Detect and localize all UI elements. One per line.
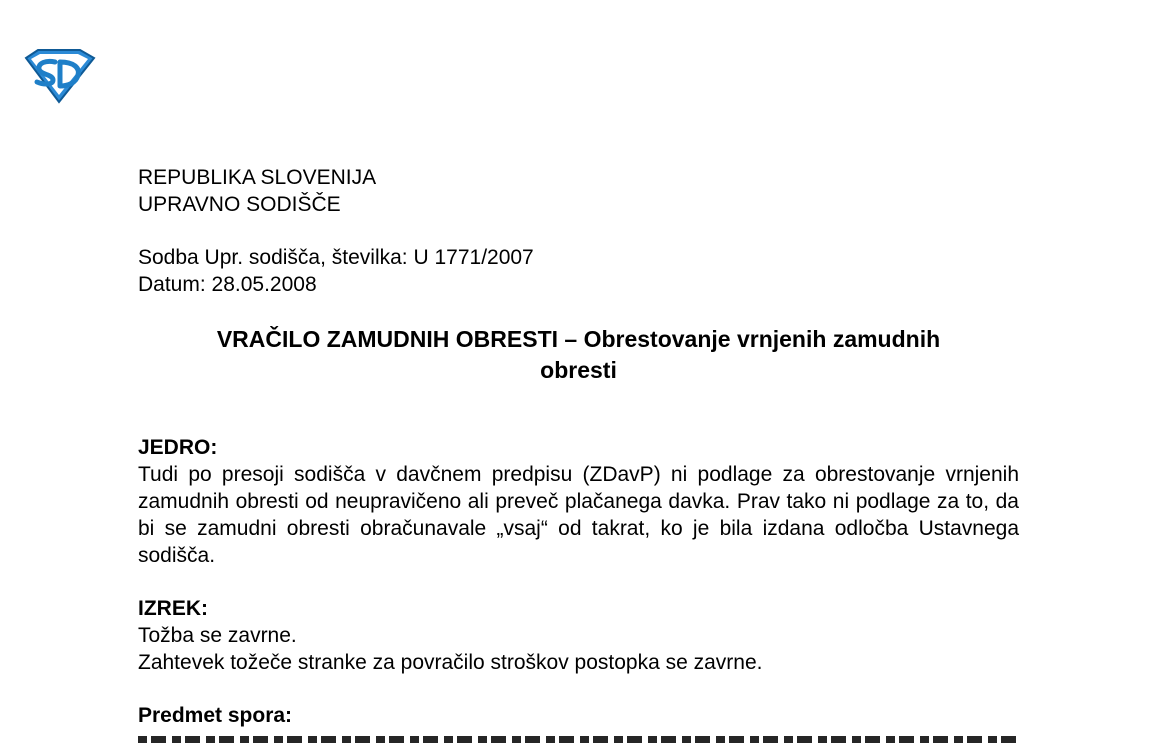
izrek-line-2: Zahtevek tožeče stranke za povračilo stroškov postopka se zavrne. <box>138 651 763 674</box>
document-title <box>138 324 1019 386</box>
case-number: Sodba Upr. sodišča, številka: U 1771/2007 <box>138 246 534 269</box>
court-name: UPRAVNO SODIŠČE <box>138 193 341 216</box>
truncated-text-line <box>138 736 1019 743</box>
jedro-heading: JEDRO: <box>138 436 218 459</box>
judgment-date: Datum: 28.05.2008 <box>138 273 317 296</box>
sd-shield-logo-icon <box>22 48 96 104</box>
predmet-spora-heading: Predmet spora: <box>138 704 293 727</box>
title-line-2: obresti <box>540 357 617 383</box>
title-line-1: VRAČILO ZAMUDNIH OBRESTI – Obrestovanje vrnjenih zamudnih <box>216 326 941 352</box>
document-page <box>138 164 1019 729</box>
jedro-text: Tudi po presoji sodišča v davčnem predpisu (ZDavP) ni podlage za obrestovanje vrnjenih zamudnih obresti od neupravičeno ali preveč plačanega davka. Prav tako ni podlage za to, da bi se zamudni obresti obračunavale „vsaj“ od takrat, ko je bila izdana odločba Ustavnega sodišča. <box>138 463 1019 567</box>
court-country: REPUBLIKA SLOVENIJA <box>138 166 377 189</box>
izrek-line-1: Tožba se zavrne. <box>138 624 297 647</box>
izrek-heading: IZREK: <box>138 597 208 620</box>
